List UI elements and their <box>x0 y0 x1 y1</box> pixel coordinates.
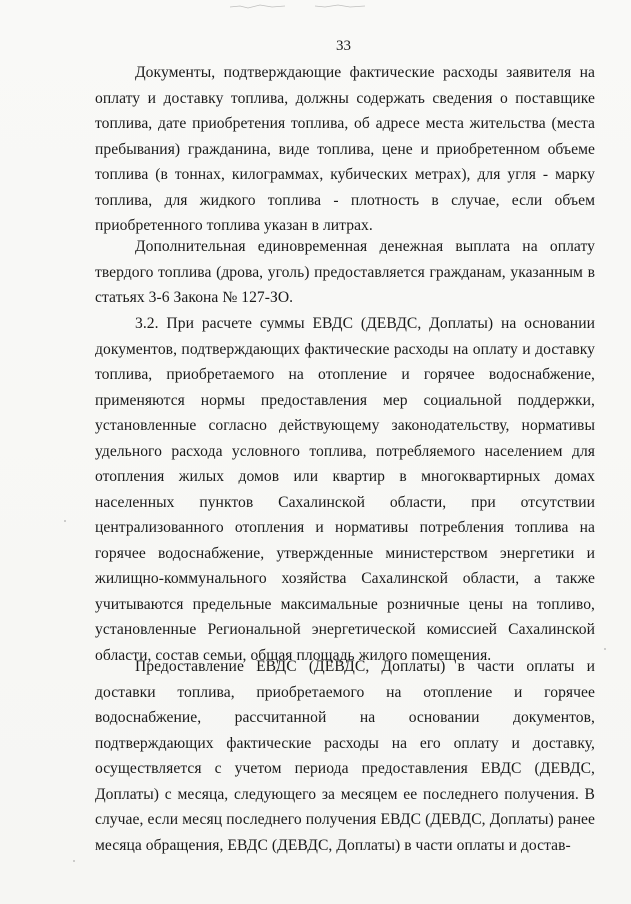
scan-artifact <box>230 2 390 10</box>
paragraph-text: Дополнительная единовременная денежная выплата на оплату твердого топлива (дрова, уголь) предоставляется гражданам, указанным в статьях 3-6 Закона № 127-ЗО. <box>95 238 595 306</box>
paragraph-fuel-documents <box>95 60 595 239</box>
paragraph-text: Предоставление ЕВДС (ДЕВДС, Доплаты) в части оплаты и доставки топлива, приобретаемого на отопление и горячее водоснабжение, рассчитанной на основании документов, подтверждающих фактические расходы на его оплату и доставку, осуществляется с учетом периода предоставления ЕВДС (ДЕВДС, Доплаты) с месяца, следующего за месяцем ее последнего получения. В случае, если месяц последнего получения ЕВДС (ДЕВДС, Доплаты) ранее месяца обращения, ЕВДС (ДЕВДС, Доплаты) в части оплаты и достав- <box>95 658 595 854</box>
scan-speck <box>604 648 606 650</box>
paragraph-text: Документы, подтверждающие фактические расходы заявителя на оплату и доставку топлива, должны содержать сведения о поставщике топлива, дате приобретения топлива, об адресе места жительства (места пребывания) гражданина, виде топлива, цене и приобретенном объеме топлива (в тоннах, килограммах, кубических метрах), для угля - марку топлива, для жидкого топлива - плотность в случае, если объем приобретенного топлива указан в литрах. <box>95 64 595 234</box>
page-number: 33 <box>336 38 351 54</box>
scan-speck <box>64 520 66 522</box>
scan-speck <box>73 860 75 862</box>
paragraph-payment-period <box>95 654 595 858</box>
paragraph-text: 3.2. При расчете суммы ЕВДС (ДЕВДС, Доплаты) на основании документов, подтверждающих фактические расходы на оплату и доставку топлива, приобретаемого на отопление и горячее водоснабжение, применяются нормы предоставления мер социальной поддержки, установленные согласно действующему законодательству, нормативы удельного расхода условного топлива, потребляемого населением для отопления жилых домов или квартир в многоквартирных домах населенных пунктов Сахалинской области, при отсутствии централизованного отопления и нормативы потребления топлива на горячее водоснабжение, утвержденные министерством энергетики и жилищно-коммунального хозяйства Сахалинской области, а также учитываются предельные максимальные розничные цены на топливо, установленные Региональной энергетической комиссией Сахалинской области, состав семьи, общая площадь жилого помещения. <box>95 315 595 664</box>
paragraph-calculation-rules <box>95 311 595 668</box>
paragraph-additional-payment <box>95 234 595 311</box>
